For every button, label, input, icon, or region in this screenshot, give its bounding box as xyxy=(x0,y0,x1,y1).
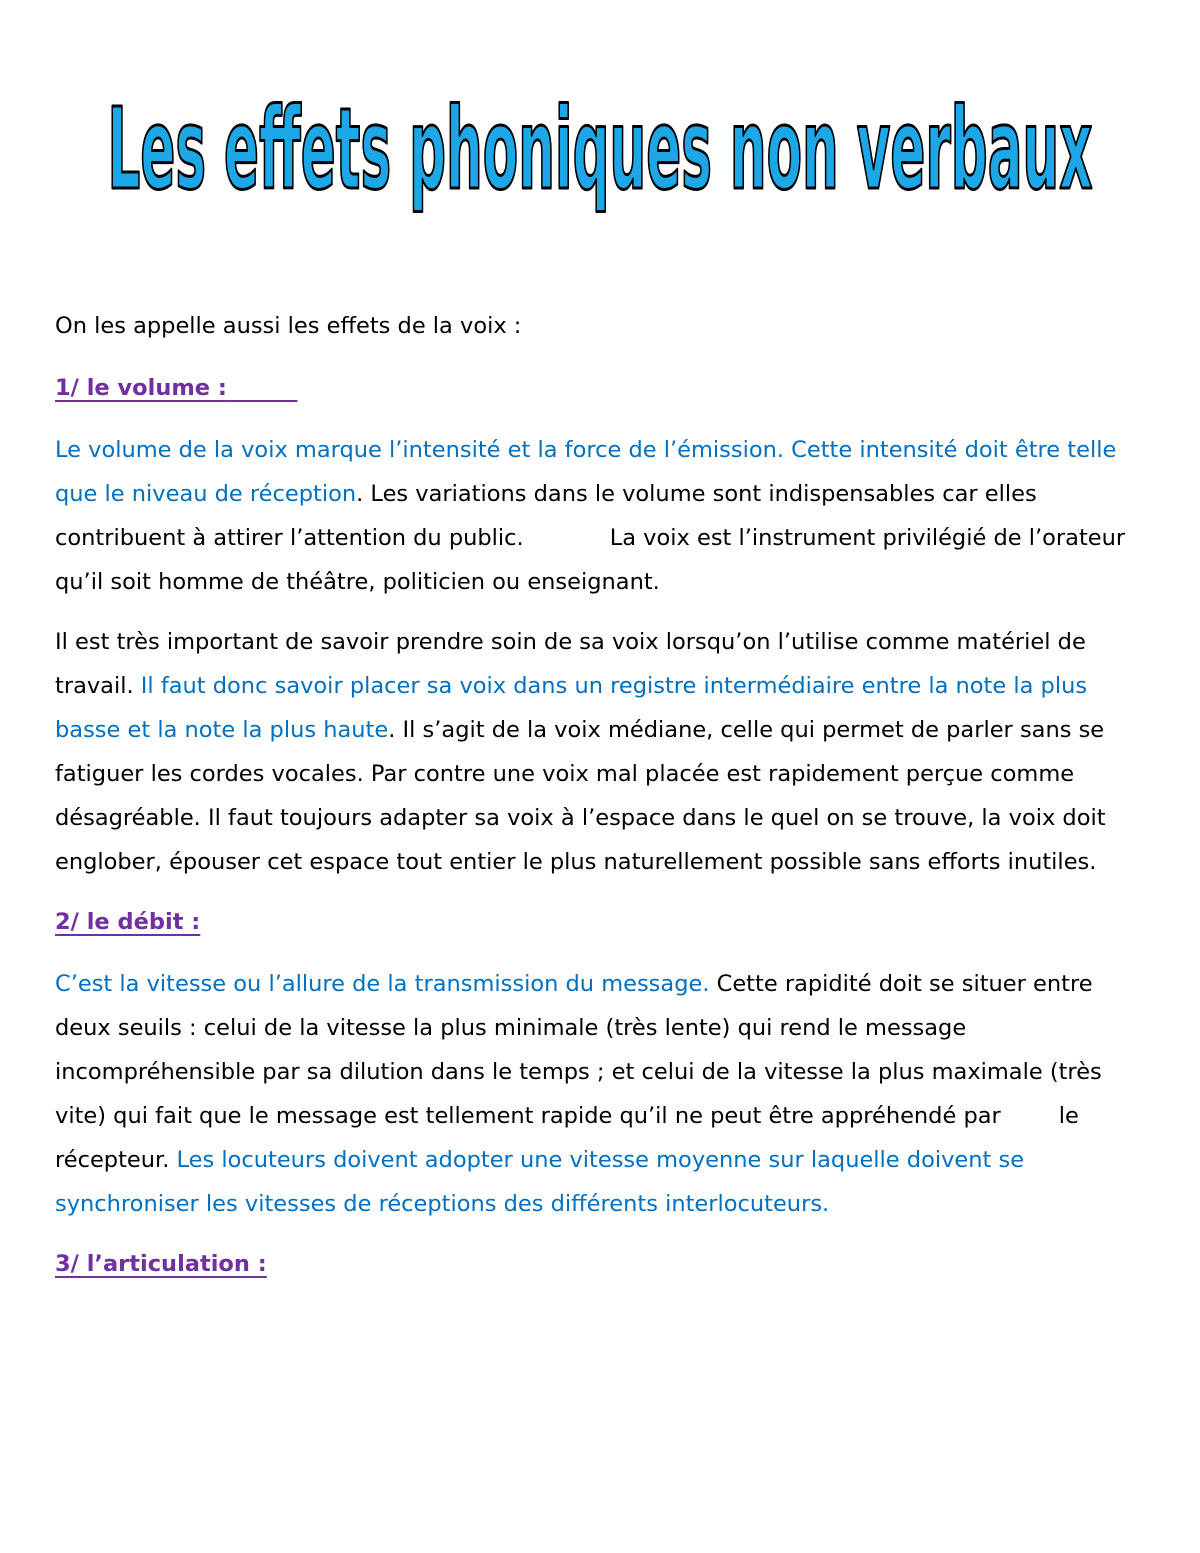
highlight-text: Les locuteurs doivent adopter une vitesse moyenne sur laquelle doivent se synchroniser les vitesses de réceptions des différents interlocuteurs. xyxy=(55,1147,1025,1217)
highlight-text: C’est la vitesse ou l’allure de la transmission du message. xyxy=(55,971,710,997)
body-text: La voix est l’instrument privilégié de l’orateur qu’il soit homme de théâtre, politicien ou enseignant. xyxy=(55,525,1126,595)
body-text: . Il s’agit de la voix médiane, celle qui permet de parler sans se fatiguer les cordes vocales. Par contre une voix mal placée est rapidement perçue comme désagréable. Il faut toujours adapter sa voix à l’espace dans le quel on se trouve, la voix doit englober, épouser cet espace tout entier le plus naturellement possible sans efforts inutiles. xyxy=(55,717,1106,875)
paragraph-volume-1 xyxy=(55,428,1150,604)
paragraph-debit-1 xyxy=(55,962,1150,1226)
highlight-text: Il faut donc savoir placer sa voix dans un registre intermédiaire entre la note la plus basse et la note la plus haute xyxy=(55,673,1088,743)
body-text: Il est très important de savoir prendre soin de sa voix lorsqu’on l’utilise comme matériel de travail. xyxy=(55,629,1086,699)
heading-underline-tail xyxy=(227,375,298,401)
page-title-wordart xyxy=(0,40,1200,240)
body-text: . Les variations dans le volume sont indispensables car elles contribuent à attirer l’attention du public. xyxy=(55,481,1037,551)
intro-text: On les appelle aussi les effets de la voix : xyxy=(55,313,522,339)
page-title: Les effets phoniques non verbaux xyxy=(107,85,1093,215)
body-text: Cette rapidité doit se situer entre deux seuils : celui de la vitesse la plus minimale (très lente) qui rend le message incompréhensible par sa dilution dans le temps ; et celui de la vitesse la plus maximale (très vite) qui fait que le message est tellement rapide qu’il ne peut être appréhendé par xyxy=(55,971,1102,1129)
highlight-text: Le volume de la voix marque l’intensité et la force de l’émission. Cette intensité doit être telle que le niveau de réception xyxy=(55,437,1117,507)
title-svg xyxy=(0,40,1200,240)
section-heading-articulation: 3/ l’articulation : xyxy=(55,1251,267,1277)
paragraph-volume-2 xyxy=(55,620,1150,884)
section-heading-debit: 2/ le débit : xyxy=(55,909,201,935)
document-body xyxy=(55,304,1150,1304)
body-text: le récepteur. xyxy=(55,1103,1079,1173)
section-heading-volume xyxy=(55,366,1150,410)
section-heading-text: 1/ le volume : xyxy=(55,375,227,401)
